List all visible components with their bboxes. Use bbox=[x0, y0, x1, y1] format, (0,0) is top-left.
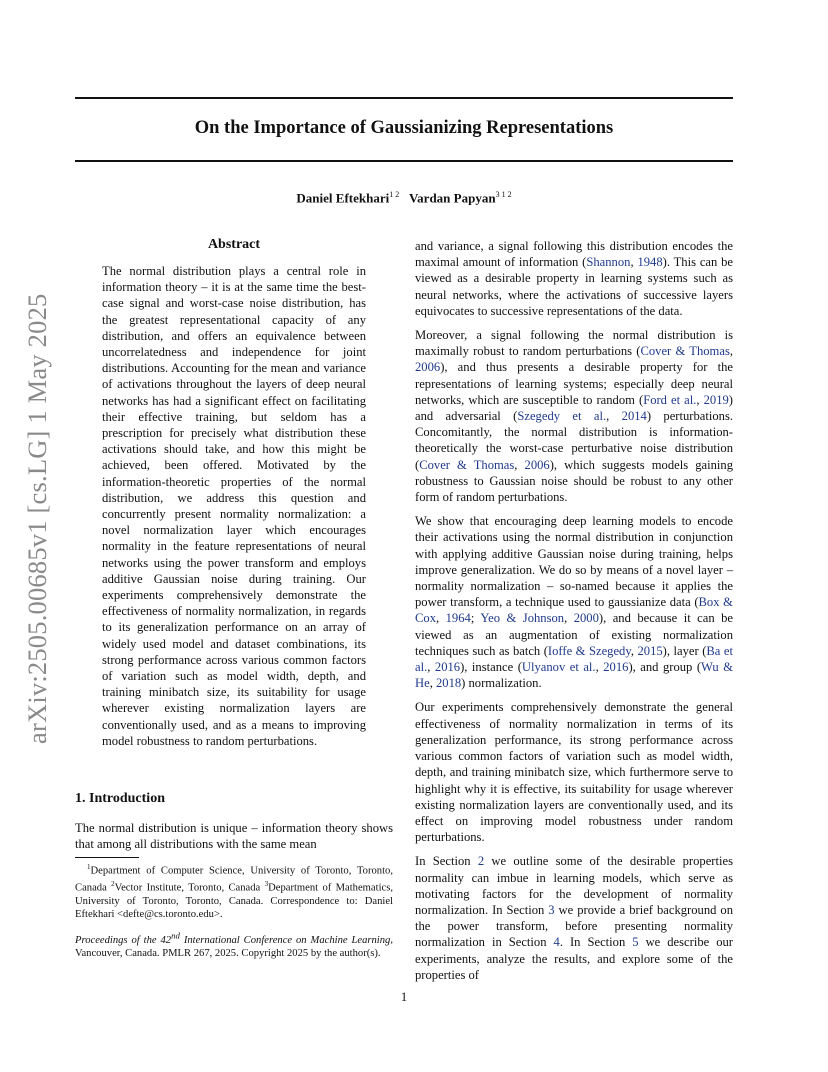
body-text: ), and thus presents a desirable property for the representations of learning systems; especially deep neural networks, which are susceptible to random ( bbox=[415, 360, 733, 407]
body-text: we outline some of the desirable properties normality can imbue in learning models, which serve as motivating factors for the development of normality normalization. In Section bbox=[415, 854, 733, 917]
right-paragraph-3 bbox=[415, 513, 733, 691]
title-rule-top bbox=[75, 97, 733, 99]
abstract-text: The normal distribution plays a central role in information theory – it is at the same time the best-case signal and worst-case noise distribution, has the greatest representational capacity of any distribution, and offers an equivalence between uncorrelatedness and independence for joint distributions. Accounting for the mean and variance of activations throughout the layers of deep neural networks has had a significant effect on facilitating their effective training, but seldom has a prescription for precisely what distribution these activations should take, and how this might be achieved, been offered. Motivated by the information-theoretic properties of the normal distribution, we address this question and concurrently present normality normalization: a novel normalization layer which encourages normality in the feature representations of neural networks using the power transform and employs additive Gaussian noise during training. Our experiments comprehensively demonstrate the effectiveness of normality normalization, in regards to its generalization performance on an array of widely used model and dataset combinations, its strong performance across various common factors of variation such as model width, depth, and training minibatch size, its suitability for usage wherever existing normalization layers are conventionally used, and as a means to improving model robustness to random perturbations. bbox=[102, 264, 366, 748]
body-text: , bbox=[429, 676, 436, 691]
paper-title: On the Importance of Gaussianizing Representations bbox=[194, 118, 614, 138]
proceedings-text: Proceedings of the bbox=[75, 934, 161, 946]
footnote-marker: 2 bbox=[111, 879, 115, 888]
proceedings-ordinal: nd bbox=[171, 930, 180, 940]
body-text: , bbox=[630, 255, 638, 270]
introduction-left-text bbox=[75, 820, 393, 852]
footnote-marker: 3 bbox=[264, 879, 269, 888]
citation-link[interactable]: Cover & Thomas bbox=[640, 344, 730, 359]
right-paragraph-5 bbox=[415, 853, 733, 983]
body-text: ) normalization. bbox=[461, 676, 542, 691]
body-text: ) and adversarial ( bbox=[415, 392, 733, 424]
section-ref-link[interactable]: 2 bbox=[477, 854, 485, 869]
body-text: We show that encouraging deep learning models to encode their activations using the normal distribution in conjunction with applying additive Gaussian noise during training, helps improve generalization. We do so by means of a novel layer – normality normalization – so-named because it applies the power transform, a technique used to gaussianize data ( bbox=[415, 514, 733, 610]
citation-link[interactable]: Cover & Thomas bbox=[419, 457, 515, 472]
section-ref-link[interactable]: 4 bbox=[553, 935, 560, 950]
citation-link[interactable]: Box & Cox bbox=[415, 595, 733, 626]
body-text: we provide a brief background on the power transform, before presenting normality normalization in Section bbox=[415, 902, 733, 950]
author-list bbox=[75, 190, 733, 206]
body-text: . In Section bbox=[559, 935, 633, 950]
body-text: , bbox=[436, 611, 446, 626]
right-paragraph-2 bbox=[415, 327, 733, 505]
citation-link[interactable]: Ba et al. bbox=[415, 643, 733, 675]
body-text: Moreover, a signal following the normal distribution is maximally robust to random perturbations ( bbox=[415, 328, 733, 359]
section-ref-link[interactable]: 3 bbox=[548, 902, 555, 917]
abstract-heading: Abstract bbox=[207, 237, 261, 252]
citation-link[interactable]: 2019 bbox=[703, 392, 729, 407]
body-text: and variance, a signal following this distribution encodes the maximal amount of information ( bbox=[415, 239, 733, 270]
citation-link[interactable]: 2006 bbox=[524, 457, 550, 472]
arxiv-identifier: arXiv:2505.00685v1 [cs.LG] 1 May 2025 bbox=[22, 293, 52, 744]
abstract-body bbox=[102, 263, 366, 749]
footnote-text: Department of Mathematics, University of Toronto, Toronto, Canada. Correspondence to: Daniel Eftekhari <defte@cs.toronto.edu>. bbox=[75, 882, 393, 921]
body-text: ), and because it can be viewed as an augmentation of existing normalization techniques such as batch ( bbox=[415, 611, 733, 658]
footnote-rule bbox=[75, 857, 139, 858]
citation-link[interactable]: 1948 bbox=[637, 255, 663, 270]
proceedings-text: , Vancouver, Canada. PMLR 267, 2025. Copyright 2025 by the author(s). bbox=[75, 934, 393, 959]
footnote-text: Vector Institute, Toronto, Canada bbox=[114, 882, 265, 894]
body-text: In Section bbox=[415, 854, 478, 869]
body-text: , bbox=[427, 660, 435, 675]
proceedings-note bbox=[75, 929, 393, 960]
body-text: , bbox=[606, 409, 622, 424]
affiliation-footnote bbox=[75, 861, 393, 922]
footnote-marker: 1 bbox=[87, 863, 91, 871]
citation-link[interactable]: 2016 bbox=[603, 660, 629, 675]
citation-link[interactable]: Szegedy et al. bbox=[517, 409, 607, 424]
citation-link[interactable]: 2006 bbox=[415, 360, 441, 375]
introduction-paragraph: The normal distribution is unique – information theory shows that among all distributions with the same mean bbox=[75, 821, 393, 852]
citation-link[interactable]: Ioffe & Szegedy bbox=[547, 643, 631, 658]
section-ref-link[interactable]: 5 bbox=[632, 935, 639, 950]
body-text: ), which suggests models gaining robustness to Gaussian noise should be robust to any other form of random perturbations. bbox=[415, 457, 734, 505]
body-text: ), layer ( bbox=[662, 643, 707, 658]
body-text: , bbox=[630, 643, 638, 658]
author-name: Vardan Papyan bbox=[408, 190, 496, 206]
proceedings-text: International Conference on Machine Learning bbox=[179, 934, 391, 946]
body-text: ), instance ( bbox=[460, 660, 522, 675]
citation-link[interactable]: 2000 bbox=[573, 611, 599, 626]
citation-link[interactable]: 2018 bbox=[435, 676, 462, 691]
body-text: ; bbox=[470, 611, 481, 626]
citation-link[interactable]: Wu & He bbox=[415, 660, 734, 691]
title-rule-bottom bbox=[75, 160, 733, 162]
section-heading-introduction: 1. Introduction bbox=[75, 791, 165, 806]
right-column bbox=[415, 238, 733, 991]
citation-link[interactable]: Ulyanov et al. bbox=[521, 660, 596, 675]
citation-link[interactable]: 1964 bbox=[445, 611, 471, 626]
author-affiliation: 3 1 2 bbox=[495, 190, 512, 199]
citation-link[interactable]: Shannon bbox=[586, 255, 631, 270]
citation-link[interactable]: 2014 bbox=[621, 409, 647, 424]
citation-link[interactable]: 2016 bbox=[434, 660, 461, 675]
body-text: , bbox=[696, 392, 704, 407]
body-text: ). This can be viewed as a desirable property in learning systems such as neural networks, where the activations of successive layers equivocates to successive representations of the data. bbox=[415, 255, 734, 318]
body-text: , bbox=[729, 344, 734, 359]
proceedings-number: 42 bbox=[160, 934, 172, 946]
footnote-text: Department of Computer Science, University of Toronto, Toronto, Canada bbox=[75, 865, 393, 894]
right-paragraph-4: Our experiments comprehensively demonstrate the general effectiveness of normality normalization in terms of its generalization performance, its strong performance across various common factors of variation such as model width, depth, and training minibatch size, which furthermore serve to highlight why it is effective, its suitability for usage wherever existing normalization layers are conventionally used, and its effect on improving model robustness under random perturbations. bbox=[415, 700, 733, 845]
right-paragraph-1 bbox=[415, 238, 733, 319]
body-text: , bbox=[564, 611, 574, 626]
body-text: ), and group ( bbox=[628, 660, 702, 675]
body-text: ) perturbations. Concomitantly, the normal distribution is information-theoretically the worst-case perturbative noise distribution ( bbox=[415, 409, 733, 472]
page-number: 1 bbox=[400, 990, 408, 1004]
body-text: we describe our experiments, analyze the results, and explore some of the properties of bbox=[415, 935, 733, 982]
author-name: Daniel Eftekhari bbox=[296, 190, 390, 206]
citation-link[interactable]: Yeo & Johnson bbox=[480, 611, 565, 626]
author-affiliation: 1 2 bbox=[389, 190, 400, 199]
body-text: , bbox=[595, 660, 604, 675]
body-text: , bbox=[514, 457, 525, 472]
citation-link[interactable]: Ford et al. bbox=[643, 392, 697, 407]
citation-link[interactable]: 2015 bbox=[637, 643, 663, 658]
